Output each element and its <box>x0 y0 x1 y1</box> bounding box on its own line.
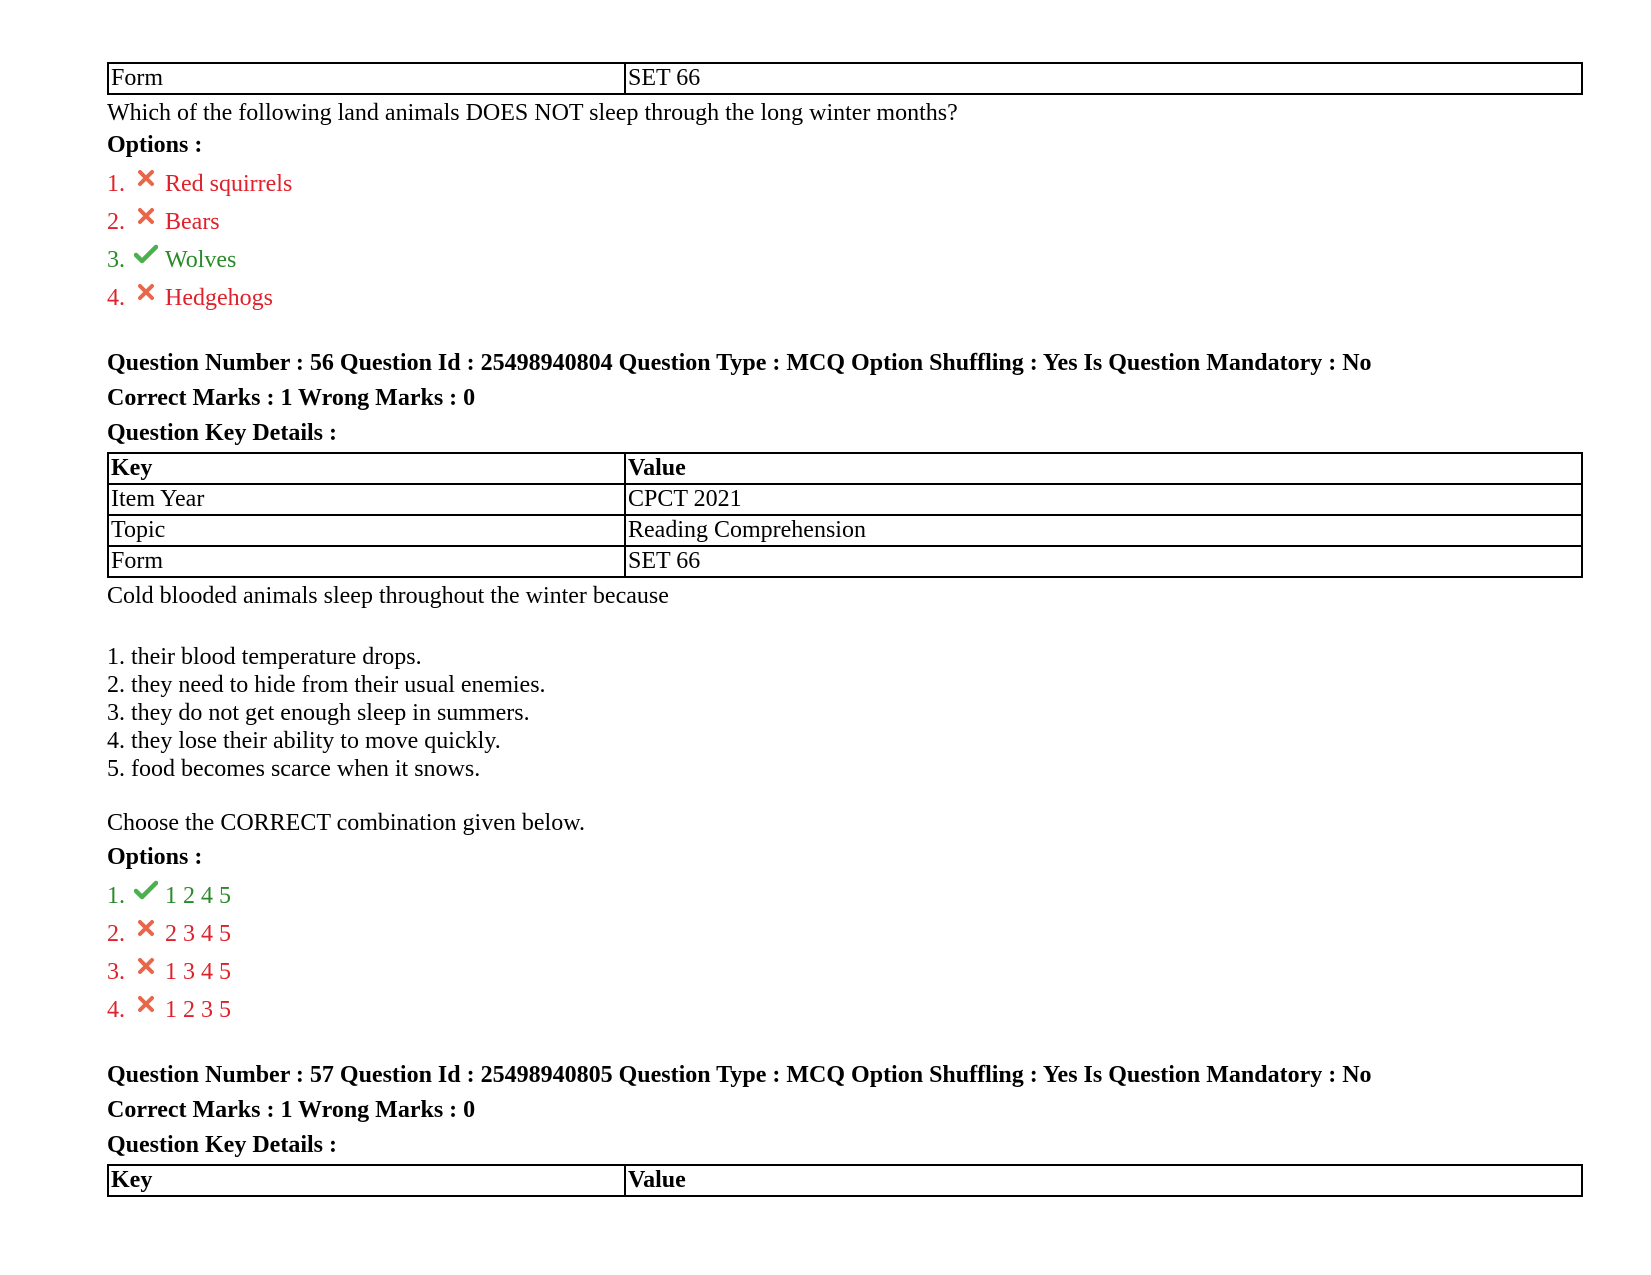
table-header-key: Key <box>108 453 625 484</box>
table-header-row <box>108 1165 1582 1196</box>
options-label: Options : <box>107 132 203 158</box>
option-label: Red squirrels <box>165 170 293 197</box>
table-header-value: Value <box>625 453 1582 484</box>
options-list <box>107 165 1583 317</box>
table-cell-key: Topic <box>108 515 625 546</box>
option-number: 2. <box>107 208 125 235</box>
table-cell-key: Form <box>108 63 625 94</box>
table-row <box>108 546 1582 577</box>
check-icon <box>131 880 161 900</box>
table-row <box>108 63 1582 94</box>
option-number: 4. <box>107 996 125 1023</box>
key-details-label: Question Key Details : <box>107 1132 337 1158</box>
cross-icon <box>131 995 161 1013</box>
option-item[interactable] <box>107 241 1583 279</box>
cross-icon <box>131 207 161 225</box>
key-details-table-q55 <box>107 62 1583 95</box>
cross-icon <box>131 919 161 937</box>
table-header-key: Key <box>108 1165 625 1196</box>
spacer <box>107 317 1583 349</box>
option-label: Wolves <box>165 246 237 273</box>
spacer <box>107 783 1583 809</box>
option-number: 4. <box>107 284 125 311</box>
statement-item: 5. food becomes scarce when it snows. <box>107 756 481 782</box>
option-item[interactable] <box>107 165 1583 203</box>
cross-icon <box>131 957 161 975</box>
statement-item: 1. their blood temperature drops. <box>107 644 422 670</box>
table-header-value: Value <box>625 1165 1582 1196</box>
option-item[interactable] <box>107 203 1583 241</box>
question-meta-line: Question Number : 57 Question Id : 25498940805 Question Type : MCQ Option Shuffling : Yes Is Question Mandatory : No <box>107 1062 1372 1088</box>
option-number: 3. <box>107 958 125 985</box>
question-meta-line: Question Number : 56 Question Id : 25498940804 Question Type : MCQ Option Shuffling : Yes Is Question Mandatory : No <box>107 350 1372 376</box>
options-list <box>107 877 1583 1029</box>
option-label: Hedgehogs <box>165 284 273 311</box>
option-label: Bears <box>165 208 220 235</box>
instruction-text: Choose the CORRECT combination given below. <box>107 810 585 836</box>
key-details-table-q56 <box>107 452 1583 578</box>
options-label: Options : <box>107 844 203 870</box>
option-number: 1. <box>107 882 125 909</box>
table-cell-key: Form <box>108 546 625 577</box>
table-cell-key: Item Year <box>108 484 625 515</box>
marks-line: Correct Marks : 1 Wrong Marks : 0 <box>107 385 476 411</box>
key-details-label: Question Key Details : <box>107 420 337 446</box>
table-cell-value: Reading Comprehension <box>625 515 1582 546</box>
option-label: 2 3 4 5 <box>165 920 231 947</box>
table-cell-value: SET 66 <box>625 546 1582 577</box>
option-item[interactable] <box>107 991 1583 1029</box>
spacer <box>107 614 1583 643</box>
option-label: 1 3 4 5 <box>165 958 231 985</box>
spacer <box>107 1029 1583 1061</box>
option-number: 2. <box>107 920 125 947</box>
table-header-row <box>108 453 1582 484</box>
statement-item: 4. they lose their ability to move quickly. <box>107 728 501 754</box>
document-page <box>107 62 1583 1197</box>
cross-icon <box>131 283 161 301</box>
key-details-table-q57 <box>107 1164 1583 1197</box>
option-label: 1 2 4 5 <box>165 882 231 909</box>
question-text: Cold blooded animals sleep throughout the winter because <box>107 583 669 609</box>
option-item[interactable] <box>107 953 1583 991</box>
cross-icon <box>131 169 161 187</box>
check-icon <box>131 244 161 264</box>
statement-list <box>107 643 1583 783</box>
option-item[interactable] <box>107 915 1583 953</box>
option-number: 3. <box>107 246 125 273</box>
table-cell-value: CPCT 2021 <box>625 484 1582 515</box>
table-row <box>108 484 1582 515</box>
option-label: 1 2 3 5 <box>165 996 231 1023</box>
question-text: Which of the following land animals DOES NOT sleep through the long winter months? <box>107 100 958 126</box>
statement-item: 2. they need to hide from their usual enemies. <box>107 672 546 698</box>
option-item[interactable] <box>107 279 1583 317</box>
table-row <box>108 515 1582 546</box>
table-cell-value: SET 66 <box>625 63 1582 94</box>
option-number: 1. <box>107 170 125 197</box>
statement-item: 3. they do not get enough sleep in summers. <box>107 700 530 726</box>
marks-line: Correct Marks : 1 Wrong Marks : 0 <box>107 1097 476 1123</box>
option-item[interactable] <box>107 877 1583 915</box>
